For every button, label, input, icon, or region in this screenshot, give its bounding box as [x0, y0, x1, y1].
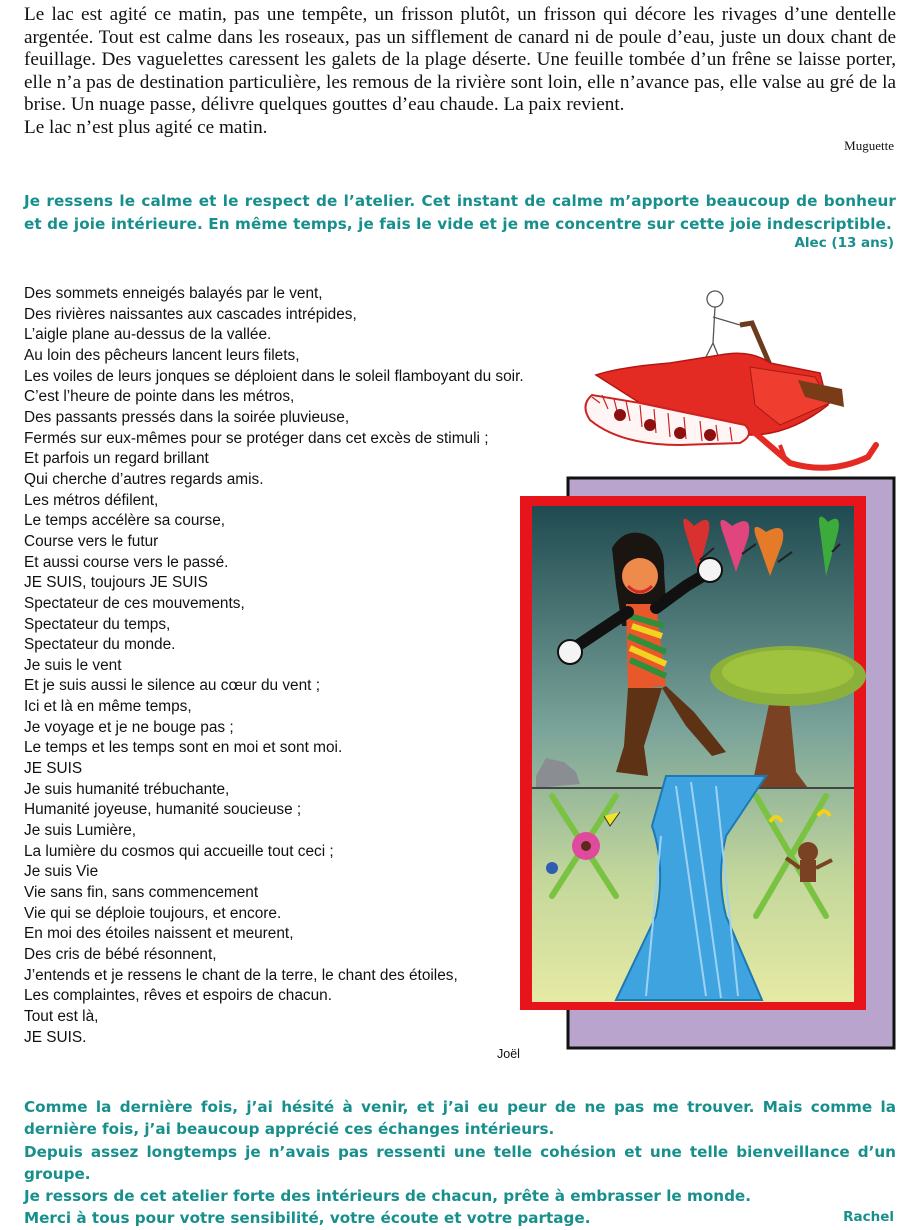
- rachel-signature: Rachel: [843, 1209, 894, 1225]
- poem-line: Les métros défilent,: [24, 491, 159, 509]
- poem-line: L’aigle plane au-dessus de la vallée.: [24, 326, 272, 344]
- poem-line: Vie sans fin, sans commencement: [24, 884, 259, 902]
- poem-line: La lumière du cosmos qui accueille tout ceci ;: [24, 842, 334, 860]
- snowmobile-ski: [755, 433, 876, 468]
- poem-line: Des sommets enneigés balayés par le vent,: [24, 285, 323, 302]
- poem-line: En moi des étoiles naissent et meurent,: [24, 925, 294, 943]
- alec-signature: Alec (13 ans): [794, 235, 894, 251]
- poem-line: Le temps accélère sa course,: [24, 512, 226, 530]
- lake-signature: Muguette: [844, 138, 894, 153]
- poem-line: Et je suis aussi le silence au cœur du vent ;: [24, 677, 320, 695]
- rachel-paragraph: Merci à tous pour votre sensibilité, votre écoute et votre partage.: [24, 1209, 591, 1228]
- poem-line: Fermés sur eux-mêmes pour se protéger dans cet excès de stimuli ;: [24, 429, 489, 447]
- rachel-paragraph: Je ressors de cet atelier forte des intérieurs de chacun, prête à embrasser le monde.: [24, 1187, 752, 1206]
- poem-line: J’entends et je ressens le chant de la terre, le chant des étoiles,: [24, 966, 458, 984]
- lake-last-line: Le lac n’est plus agité ce matin.: [24, 116, 268, 138]
- poem-line: Qui cherche d’autres regards amis.: [24, 470, 264, 488]
- poem-line: Spectateur du temps,: [24, 615, 171, 633]
- poem-signature: Joël: [497, 1047, 520, 1061]
- lake-text-block: [24, 4, 896, 140]
- poem-line: Je suis le vent: [24, 656, 122, 674]
- poem-line: Et aussi course vers le passé.: [24, 553, 229, 571]
- rachel-text-block: [24, 1096, 896, 1230]
- rachel-paragraph: Comme la dernière fois, j’ai hésité à venir, et j’ai eu peur de ne pas me trouver. Mais comme la dernière fois, j’ai beaucoup apprécié ces échanges intérieurs.: [24, 1098, 896, 1139]
- poem-line: Le temps et les temps sont en moi et sont moi.: [24, 739, 343, 757]
- poem-line: Je suis humanité trébuchante,: [24, 780, 230, 798]
- poem-line: Humanité joyeuse, humanité soucieuse ;: [24, 801, 302, 819]
- poem-line: Au loin des pêcheurs lancent leurs filets,: [24, 346, 300, 364]
- poem-line: Des passants pressés dans la soirée pluvieuse,: [24, 408, 350, 426]
- poem-line: C’est l’heure de pointe dans les métros,: [24, 388, 295, 406]
- poem-line: Les voiles de leurs jonques se déploient dans le soleil flamboyant du soir.: [24, 367, 524, 385]
- poem-line: Les complaintes, rêves et espoirs de chacun.: [24, 987, 332, 1005]
- poem-line: Et parfois un regard brillant: [24, 450, 209, 468]
- poem-line: Je suis Lumière,: [24, 822, 137, 840]
- poem-line: JE SUIS.: [24, 1028, 87, 1046]
- alec-text: Je ressens le calme et le respect de l’atelier. Cet instant de calme m’apporte beaucoup de bonheur et de joie intérieure. En même temps, je fais le vide et je me concentre sur cette joie indescriptible.: [24, 192, 896, 233]
- poem-line: Je suis Vie: [24, 863, 99, 881]
- poem-line: Ici et là en même temps,: [24, 698, 192, 716]
- painting-frame: [516, 476, 896, 1050]
- poem-line: Je voyage et je ne bouge pas ;: [24, 718, 234, 736]
- poem-line: Tout est là,: [24, 1007, 99, 1025]
- poem-line: JE SUIS: [24, 760, 83, 778]
- poem-line: Spectateur du monde.: [24, 636, 176, 654]
- poem-line: Vie qui se déploie toujours, et encore.: [24, 904, 282, 922]
- poem-line: Des rivières naissantes aux cascades intrépides,: [24, 305, 357, 323]
- poem: [24, 284, 584, 1048]
- poem-line: Des cris de bébé résonnent,: [24, 946, 217, 963]
- poem-line: JE SUIS, toujours JE SUIS: [24, 574, 208, 592]
- rachel-paragraph: Depuis assez longtemps je n’avais pas ressenti une telle cohésion et une telle bienveillance d’un groupe.: [24, 1142, 896, 1183]
- poem-line: Spectateur de ces mouvements,: [24, 594, 245, 612]
- lake-paragraph: Le lac est agité ce matin, pas une tempête, un frisson plutôt, un frisson qui décore les rivages d’une dentelle argentée. Tout est calme dans les roseaux, pas un sifflement de canard ni de poule d’eau, juste un doux chant de feuillage. Des vaguelettes caressent les galets de la plage déserte. Une feuille tombée d’un frêne se laisse porter, elle n’a pas de destination particulière, les remous de la rivière sont loin, elle n’avance pas, elle valse au gré de la brise. Un nuage passe, délivre quelques gouttes d’eau chaude. La paix revient.: [24, 4, 896, 116]
- poem-line: Course vers le futur: [24, 532, 159, 550]
- snowmobile-drawing: [580, 285, 900, 485]
